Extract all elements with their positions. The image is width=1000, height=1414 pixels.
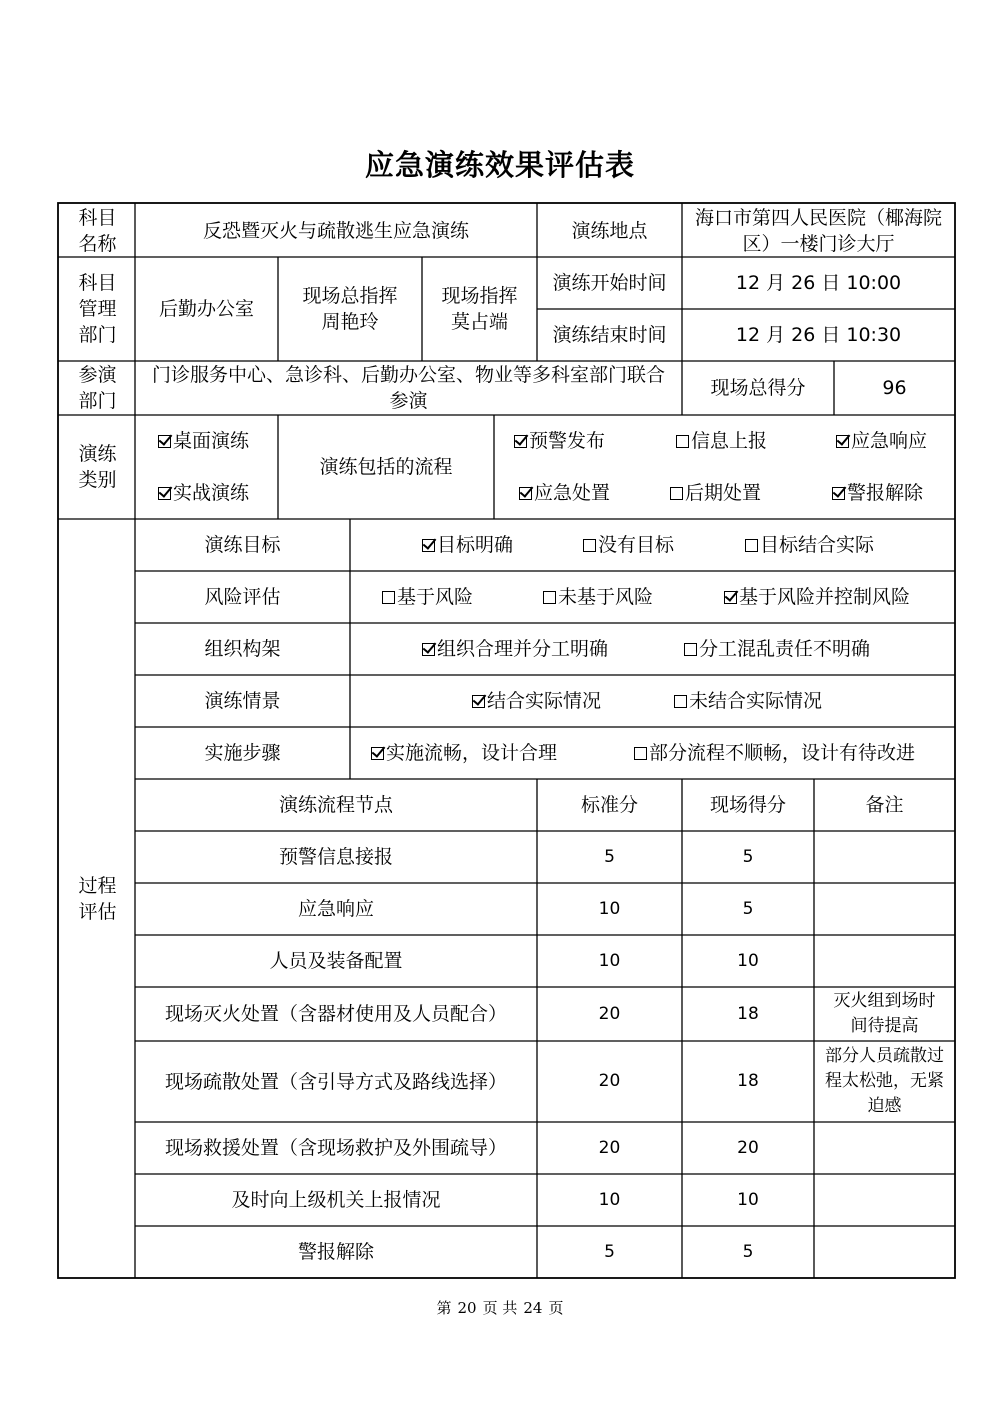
footer-total-pages: 24: [523, 1299, 543, 1317]
page-title: 应急演练效果评估表: [364, 148, 635, 182]
process-warning-release[interactable]: 预警发布: [514, 428, 605, 454]
dept-label: 科目管理部门: [78, 272, 117, 346]
subject-value: 反恐暨灭火与疏散逃生应急演练: [202, 219, 469, 242]
table-row-node: 预警信息接报: [278, 846, 393, 868]
table-row-standard: 20: [598, 1071, 621, 1091]
table-row-node: 应急响应: [297, 898, 374, 920]
dept-value: 后勤办公室: [158, 298, 254, 320]
criteria-option[interactable]: 实施流畅，设计合理: [371, 740, 557, 766]
criteria-option[interactable]: 基于风险: [382, 584, 473, 610]
checkbox-empty-icon[interactable]: [676, 435, 689, 448]
table-row-standard: 10: [598, 950, 621, 971]
table-row-note: [814, 831, 955, 883]
checkbox-checked-icon[interactable]: [472, 695, 485, 708]
table-row-node: 现场疏散处置（含引导方式及路线选择）: [164, 1070, 507, 1093]
table-row-score: 18: [737, 1003, 759, 1024]
criteria-option[interactable]: 结合实际情况: [472, 688, 601, 714]
table-row-note: [814, 883, 955, 935]
table-row-node: 人员及装备配置: [269, 950, 403, 972]
table-row-note: [814, 1122, 955, 1174]
footer-prefix: 第: [436, 1299, 452, 1317]
checkbox-empty-icon[interactable]: [382, 591, 395, 604]
table-header-standard: 标准分: [580, 794, 638, 816]
commander: 现场指挥莫占端: [441, 285, 518, 333]
checkbox-empty-icon[interactable]: [634, 747, 647, 760]
footer-middle: 页 共: [482, 1299, 518, 1317]
process-info-report[interactable]: 信息上报: [676, 428, 767, 454]
criteria-option[interactable]: 分工混乱责任不明确: [684, 636, 870, 662]
table-row-score: 5: [742, 846, 754, 867]
process-label: 演练包括的流程: [319, 456, 453, 478]
checkbox-empty-icon[interactable]: [670, 487, 683, 500]
checkbox-checked-icon[interactable]: [422, 643, 435, 656]
checkbox-empty-icon[interactable]: [684, 643, 697, 656]
checkbox-checked-icon[interactable]: [832, 487, 845, 500]
participants-label: 参演部门: [78, 364, 117, 412]
table-header-node: 演练流程节点: [278, 794, 393, 816]
process-post-handling[interactable]: 后期处置: [670, 480, 761, 506]
checkbox-empty-icon[interactable]: [745, 539, 758, 552]
table-row-standard: 20: [598, 1003, 621, 1024]
criteria-option[interactable]: 部分流程不顺畅，设计有待改进: [634, 740, 915, 766]
process-eval-label: 过程评估: [78, 874, 117, 923]
checkbox-checked-icon[interactable]: [371, 747, 384, 760]
criteria-option[interactable]: 组织合理并分工明确: [422, 636, 608, 662]
criteria-option[interactable]: 未结合实际情况: [674, 688, 822, 714]
table-row-score: 18: [737, 1071, 759, 1091]
criteria-option[interactable]: 没有目标: [583, 532, 674, 558]
checkbox-checked-icon[interactable]: [158, 487, 171, 500]
criteria-option[interactable]: 基于风险并控制风险: [724, 584, 910, 610]
subject-label: 科目名称: [78, 206, 117, 255]
location-value: 海口市第四人民医院（椰海院区）一楼门诊大厅: [694, 206, 942, 255]
checkbox-checked-icon[interactable]: [158, 435, 171, 448]
checkbox-empty-icon[interactable]: [583, 539, 596, 552]
table-row-standard: 5: [604, 1241, 615, 1262]
checkbox-empty-icon[interactable]: [543, 591, 556, 604]
location-label: 演练地点: [571, 219, 648, 242]
drill-type-label: 演练类别: [78, 443, 117, 491]
process-emergency-handling[interactable]: 应急处置: [519, 480, 610, 506]
end-label: 演练结束时间: [552, 324, 667, 346]
table-row-score: 5: [742, 1241, 754, 1262]
table-row-note: [814, 1226, 955, 1278]
criteria-name: 演练目标: [204, 534, 281, 556]
criteria-name: 演练情景: [204, 690, 281, 712]
table-row-note: [814, 935, 955, 987]
table-row-node: 现场灭火处置（含器材使用及人员配合）: [164, 1003, 507, 1025]
commander-total: 现场总指挥周艳玲: [302, 285, 398, 333]
table-row-standard: 10: [598, 898, 621, 919]
table-row-node: 现场救援处置（含现场救护及外围疏导）: [164, 1137, 507, 1159]
process-alarm-release[interactable]: 警报解除: [832, 480, 923, 506]
criteria-option[interactable]: 目标结合实际: [745, 532, 874, 558]
footer-suffix: 页: [548, 1299, 564, 1317]
criteria-name: 风险评估: [204, 586, 281, 608]
page-footer: [0, 1297, 1000, 1318]
drill-type-tabletop[interactable]: 桌面演练: [158, 428, 249, 454]
table-row-note: 灭火组到场时间待提高: [833, 991, 936, 1036]
start-value: 12 月 26 日 10:00: [735, 272, 902, 294]
checkbox-checked-icon[interactable]: [422, 539, 435, 552]
table-row-score: 10: [737, 1189, 759, 1210]
participants-value: 门诊服务中心、急诊科、后勤办公室、物业等多科室部门联合参演: [151, 364, 665, 412]
table-row-score: 5: [742, 898, 754, 919]
criteria-option[interactable]: 未基于风险: [543, 584, 653, 610]
footer-page-number: 20: [457, 1299, 477, 1317]
table-row-node: 警报解除: [297, 1241, 374, 1263]
checkbox-checked-icon[interactable]: [836, 435, 849, 448]
end-value: 12 月 26 日 10:30: [735, 324, 902, 346]
criteria-option[interactable]: 目标明确: [422, 532, 513, 558]
checkbox-empty-icon[interactable]: [674, 695, 687, 708]
total-score-value: 96: [882, 377, 907, 399]
drill-type-live[interactable]: 实战演练: [158, 480, 249, 506]
table-header-score: 现场得分: [709, 794, 786, 816]
criteria-name: 实施步骤: [204, 742, 281, 764]
table-row-note: [814, 1174, 955, 1226]
criteria-name: 组织构架: [204, 638, 281, 660]
table-row-standard: 20: [598, 1137, 621, 1158]
checkbox-checked-icon[interactable]: [519, 487, 532, 500]
start-label: 演练开始时间: [552, 272, 667, 294]
table-row-node: 及时向上级机关上报情况: [231, 1189, 441, 1211]
table-row-standard: 10: [598, 1189, 621, 1210]
table-row-score: 20: [737, 1137, 759, 1158]
process-emergency-response[interactable]: 应急响应: [836, 428, 927, 454]
total-score-label: 现场总得分: [710, 377, 806, 399]
table-row-score: 10: [737, 950, 759, 971]
table-header-note: 备注: [865, 794, 904, 816]
checkbox-checked-icon[interactable]: [724, 591, 737, 604]
checkbox-checked-icon[interactable]: [514, 435, 527, 448]
table-row-standard: 5: [604, 846, 615, 867]
table-row-note: 部分人员疏散过程太松弛，无紧迫感: [825, 1046, 944, 1116]
